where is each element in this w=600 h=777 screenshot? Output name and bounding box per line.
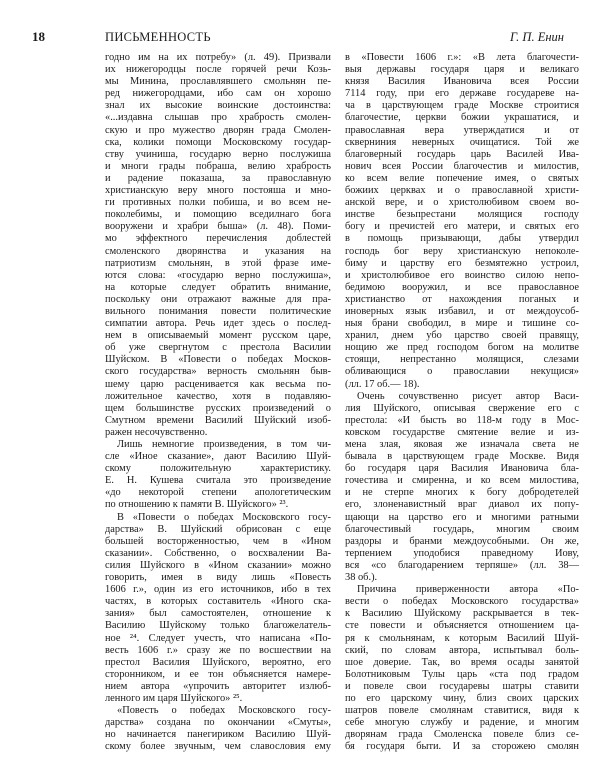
paragraph xyxy=(105,52,331,439)
text-line: христианство от нахождения поганых и xyxy=(345,293,579,305)
text-line: гочестива и смиренна, и ко всем милостива, xyxy=(345,475,579,487)
text-line: ются слова: «государю верно послужиша», xyxy=(105,269,331,281)
text-line: себе многую службу и радение, и многим xyxy=(345,717,579,729)
text-line: ский, по словам автора, испытывал боль- xyxy=(345,644,579,656)
text-line: частях, в которых составитель «Иного ска- xyxy=(105,596,331,608)
text-line: вся «со благодарением терпяше» (лл. 38— xyxy=(345,559,579,571)
text-line: к Василию Шуйскому раскрывается в тек- xyxy=(345,608,579,620)
text-line: вести о победах Московского государства» xyxy=(345,596,579,608)
text-line: дарства» создана по окончании «Смуты», xyxy=(105,717,331,729)
text-line: в помощь призывающи, дабы утвердил xyxy=(345,233,579,245)
text-line: ленного им царя Шуйского» ²⁵. xyxy=(105,692,243,704)
text-line: выя державы государя царя и великаго xyxy=(345,64,579,76)
text-line: шему царю расценивается как весьма по- xyxy=(105,378,331,390)
text-line: православная вера утверждатися и от xyxy=(345,124,579,136)
text-line: благочестие, церкви божии украшатися, и xyxy=(345,112,579,124)
text-line: зания» был самостоятелен, отношение к xyxy=(105,608,331,620)
text-line: об уже свергнутом с престола Василии xyxy=(105,342,331,354)
section-title: ПИСЬМЕННОСТЬ xyxy=(105,30,211,44)
text-line: шое доверие. Так, во время осады занятой xyxy=(345,656,579,668)
text-line: сторонником, и ее тон объясняется намере- xyxy=(105,668,331,680)
text-line: ко всем велие попечение имея, о святых xyxy=(345,172,579,184)
text-line: ное ²⁴. Следует учесть, что написана «По- xyxy=(105,632,331,644)
text-line: скому более звучным, чем славословия ему xyxy=(105,741,331,753)
text-line: «до некоторой степени апологетическим xyxy=(105,487,331,499)
text-line: ковском государстве смятение велие и из- xyxy=(345,426,579,438)
text-line: и христолюбивое его воинство силою непо- xyxy=(345,269,579,281)
text-line: но начинается панегириком Василию Шуй- xyxy=(105,729,331,741)
text-line: силия Шуйского в «Ином сказании» можно xyxy=(105,559,331,571)
text-line: божиих церквах и о православной христи- xyxy=(345,185,579,197)
text-line: по его царскому чину, близ своих царских xyxy=(345,692,579,704)
text-line: симпатии автора. Речь идет здесь о послед- xyxy=(105,318,331,330)
text-line: хранил, днем убо царство своей правящу, xyxy=(345,330,579,342)
page-number: 18 xyxy=(32,29,45,44)
text-line: «Повесть о победах Московского госу- xyxy=(117,705,331,717)
text-line: ложительное качество, хотя в подавляю- xyxy=(105,390,331,402)
text-line: говорить, имея в виду лишь «Повесть xyxy=(105,572,331,584)
text-line: Очень сочувственно рисует автор Васи- xyxy=(357,390,579,402)
text-line: бо государя царя Василия Ивановича бла- xyxy=(345,463,579,475)
text-line: нием автора «упрочить авторитет излюб- xyxy=(105,680,331,692)
text-line: обливающися о православии некущися» xyxy=(345,366,579,378)
text-line: 7114 году, при его державе государеве на- xyxy=(345,88,579,100)
text-line: щающи на царство его и многими ратными xyxy=(345,511,579,523)
text-line: и не стерпе многих к богу добродетелей xyxy=(345,487,579,499)
text-line: нощию же пред господом богом на молитве xyxy=(345,342,579,354)
text-line: и радение показаша, за православную xyxy=(105,172,331,184)
text-line: бывала в царствующем граде Москве. Видя xyxy=(345,451,579,463)
text-line: Шуйском. В «Повести о победах Москов- xyxy=(105,354,331,366)
text-line: мы Минина, прославлявшего смольнян пе- xyxy=(105,76,331,88)
text-line: «...издавна слышав про храбрость смолен- xyxy=(105,112,331,124)
text-line: сказании». Собственно, о восхвалении Ва- xyxy=(105,547,331,559)
text-line: скому положительную характеристику. xyxy=(105,463,331,475)
text-line: иноверных язык избавил, и от междоусоб- xyxy=(345,305,579,317)
text-line: ря к смольнянам, к которым Василий Шуй- xyxy=(345,632,579,644)
text-line: Лишь немногие произведения, в том чи- xyxy=(117,439,331,450)
text-line: благоверный государь царь Василей Ива- xyxy=(345,148,579,160)
text-line: ча в царствующем граде Москве строитися xyxy=(345,100,579,112)
text-line: ражен несочувственно. xyxy=(105,426,208,438)
text-line: мо эффектного перечисления доблестей xyxy=(105,233,331,245)
text-line: скую и про мужество дворян града Смолен- xyxy=(105,124,331,136)
text-line: сте повести и объясняется отношением ца- xyxy=(345,620,579,632)
text-line: ги противных полки побиша, и во всем не- xyxy=(105,197,331,209)
right-column xyxy=(345,52,579,753)
text-line: Василию Шуйскому только благожелатель- xyxy=(105,620,331,632)
text-line: 38 об.). xyxy=(345,572,378,584)
text-line: патриотизм смольнян, в этой фразе име- xyxy=(105,257,331,269)
paragraph xyxy=(345,52,579,391)
text-line: князя Василия Ивановича всея России xyxy=(345,76,579,88)
text-line: анской вере, и о христолюбивом своем во- xyxy=(345,197,579,209)
text-line: ска, колики помощи Московскому государ- xyxy=(105,136,331,148)
text-line: их нижегородцы после горячей речи Козь- xyxy=(105,64,331,76)
text-line: ству учиниша, государю верно послужиша xyxy=(105,148,331,160)
text-line: сле «Иное сказание», дают Василию Шуй- xyxy=(105,451,331,463)
text-line: бя государя быти. И за сторожею смолян xyxy=(345,741,579,753)
text-line: господь бог веру христианскую непоколе- xyxy=(345,245,579,257)
text-line: смоленского дворянства и указания на xyxy=(105,245,331,257)
paragraph xyxy=(105,439,331,512)
text-line: щем большинстве русских произведений о xyxy=(105,402,331,414)
text-line: большей восторженностью, чем в «Ином xyxy=(105,535,331,547)
text-line: на которые следует обратить внимание, xyxy=(105,281,331,293)
text-line: весть 1606 г.» сразу же по восшествии на xyxy=(105,644,331,656)
text-line: Е. Н. Кушева считала это произведение xyxy=(105,475,331,487)
text-line: раздоры и бранми междоусобными. Он же, xyxy=(345,535,579,547)
text-line: ского государства» верность смольнян быв- xyxy=(105,366,331,378)
text-line: (лл. 17 об.— 18). xyxy=(345,378,420,390)
text-line: терпением уподобися праведному Иову, xyxy=(345,547,579,559)
text-line: стоящи, непрестанно молящися, слезами xyxy=(345,354,579,366)
text-line: знал их высокие воинские достоинства: xyxy=(105,100,331,112)
text-line: вильного понимания повести политические xyxy=(105,305,331,317)
text-line: мена злая, яковая же изначала света не xyxy=(345,439,579,450)
text-line: инстве безьпрестани молящися господу xyxy=(345,209,579,221)
text-line: нем в описываемый момент русском царе, xyxy=(105,330,331,342)
left-column xyxy=(105,52,331,753)
text-line: вооружени и храбри быша» (л. 48). Поми- xyxy=(105,221,331,233)
text-line: христианскую веру много постояша и мно- xyxy=(105,185,331,197)
text-line: благочестивый государь, многим своим xyxy=(345,523,579,535)
text-line: шатров повеле смолянам ставитися, видя к xyxy=(345,705,579,717)
text-line: Смутном времени Василий Шуйский изоб- xyxy=(105,414,331,426)
text-line: нович всея России благочестив и милостив, xyxy=(345,160,579,172)
text-line: поколебимы, и помощию вседилнаго бога xyxy=(105,209,331,221)
text-line: Причина приверженности автора «По- xyxy=(357,584,579,596)
text-line: богу и пречистей его матери, и святых его xyxy=(345,221,579,233)
text-line: ред нижегородцами, ибо сам он хорошо xyxy=(105,88,331,100)
paragraph xyxy=(345,391,579,585)
text-line: по отношению к памяти В. Шуйского» ²³. xyxy=(105,499,289,511)
paragraph xyxy=(345,584,579,753)
text-line: ныя брани свободил, в мире и тишине со- xyxy=(345,318,579,330)
text-line: его, злоненавистный враг диавол их попу- xyxy=(345,499,579,511)
text-line: дарства» В. Шуйский обрисован с еще xyxy=(105,523,331,535)
text-line: в «Повести 1606 г.»: «В лета благочести- xyxy=(345,52,579,63)
author-name: Г. П. Енин xyxy=(510,30,564,44)
text-line: Болотниковым Тулы царь «ста под градом xyxy=(345,668,579,680)
paragraph xyxy=(105,705,331,753)
text-line: В «Повести о победах Московского госу- xyxy=(117,511,331,523)
text-line: биму и царству его безмятежно устроил, xyxy=(345,257,579,269)
text-line: годно им на их потребу» (л. 49). Призвали xyxy=(105,52,331,63)
text-line: престол Василия Шуйского, вероятно, его xyxy=(105,656,331,668)
text-line: бедимою вооружил, и все православное xyxy=(345,281,579,293)
text-line: дворянам града Смоленска повеле близ се- xyxy=(345,729,579,741)
text-line: поскольку они отражают важные для пра- xyxy=(105,293,331,305)
text-line: и многи грады побраша, велию храбрость xyxy=(105,160,331,172)
paragraph xyxy=(105,512,331,706)
text-line: скверниния неверных очищатися. Той же xyxy=(345,136,579,148)
text-line: престола: «И бысть во 118-м году в Мос- xyxy=(345,414,579,426)
text-line: и повеле свои государевы шатры ставити xyxy=(345,680,579,692)
text-line: 1606 г.», один из его источников, ибо в тех xyxy=(105,584,331,596)
text-line: лия Шуйского, описывая свержение его с xyxy=(345,402,579,414)
